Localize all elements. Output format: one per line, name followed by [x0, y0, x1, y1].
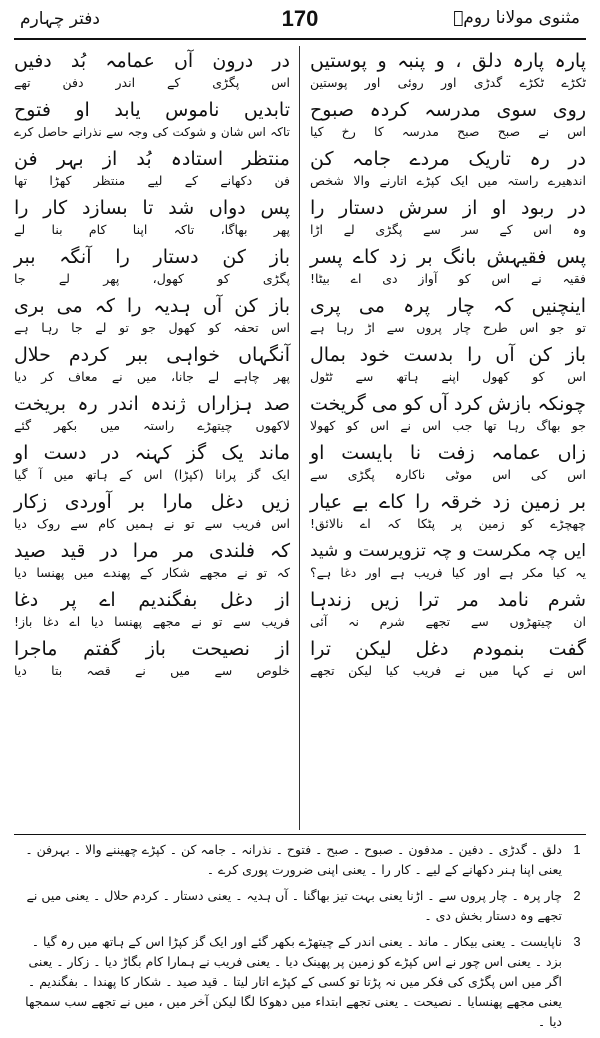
- couplet: [14, 340, 290, 389]
- translation-line: جو بھاگ رہا تھا جب اس نے اس کو کھولا: [310, 418, 586, 433]
- translation-line: تو جو اس طرح چار پروں سے اڑ رہا ہے: [310, 320, 586, 335]
- verse-line: منتظر استادہ بُد از بہر فن: [14, 148, 290, 170]
- couplet: [310, 46, 586, 95]
- verse-line: باز کن آں ہدیہ را کہ می بری: [14, 295, 290, 317]
- verse-line: شرم نامد مر ترا زیں زندہا: [310, 589, 586, 611]
- verse-line: در درون آں عمامہ بُد دفیں: [14, 50, 290, 72]
- couplet: [14, 291, 290, 340]
- couplet: [14, 144, 290, 193]
- translation-line: پھر بھاگا، تاکہ اپنا کام بنا لے: [14, 222, 290, 237]
- footnote: [14, 932, 586, 1032]
- translation-line: پھر چاہے لے جانا، میں نے معاف کر دیا: [14, 369, 290, 384]
- couplet: [310, 193, 586, 242]
- couplet: [14, 634, 290, 683]
- translation-line: فریب سے تو نے مجھے پھنسا دیا اے دغا باز!: [14, 614, 290, 629]
- couplet: [310, 95, 586, 144]
- book-title: مثنوی مولانا رومؒ: [453, 8, 580, 28]
- translation-line: اس کی اس موٹی ناکارہ پگڑی سے: [310, 467, 586, 482]
- couplet: [310, 291, 586, 340]
- verse-line: پارہ پارہ دلق ، و پنبہ و پوستیں: [310, 50, 586, 72]
- translation-line: اس تحفہ کو کھول جو تو لے جا رہا ہے: [14, 320, 290, 335]
- verse-line: پس دواں شد تا بسازد کار را: [14, 197, 290, 219]
- translation-line: لاکھوں چیتھڑے راستہ میں بکھر گئے: [14, 418, 290, 433]
- translation-line: اس فریب سے تو نے ہمیں کام سے روک دیا: [14, 516, 290, 531]
- couplet: [14, 536, 290, 585]
- verse-line: در ربود او از سرش دستار را: [310, 197, 586, 219]
- couplet: [310, 242, 586, 291]
- couplet: [310, 585, 586, 634]
- verse-line: آنگہاں خواہی ببر کردم حلال: [14, 344, 290, 366]
- couplet: [310, 340, 586, 389]
- translation-line: فقیہ نے اس کو آواز دی اے بیٹا!: [310, 271, 586, 286]
- verse-line: ایں چہ مکرست و چہ تزویرست و شید: [310, 541, 586, 561]
- translation-line: ان چیتھڑوں سے تجھے شرم نہ آئی: [310, 614, 586, 629]
- verse-line: از نصیحت باز گفتم ماجرا: [14, 638, 290, 660]
- couplet: [14, 487, 290, 536]
- verse-line: از دغل بفگندیم اے پر دغا: [14, 589, 290, 611]
- couplet: [14, 46, 290, 95]
- column-divider: [299, 46, 300, 830]
- couplet: [310, 634, 586, 683]
- translation-line: یہ کیا مکر ہے اور کیا فریب ہے اور دغا ہے؟: [310, 565, 586, 580]
- verse-line: باز کن آں را بدست خود بمال: [310, 344, 586, 366]
- translation-line: ٹکڑے ٹکڑے گدڑی اور روئی اور پوستین: [310, 75, 586, 90]
- footnote-number: 2: [573, 888, 581, 903]
- footnote: [14, 840, 586, 880]
- verse-line: اینچنیں کہ چار پرہ می پری: [310, 295, 586, 317]
- left-column: [14, 46, 290, 683]
- footnote-number: 1: [573, 842, 581, 857]
- footnote-text: ناپایست ۔ یعنی بیکار ۔ ماند ۔ یعنی اندر کے چیتھڑے بکھر گئے اور ایک گز کپڑا اس کے ہاتھ میں رہ گیا ۔ بزد ۔ یعنی اس چور نے اس کپڑے کو زمین پر پھینک دیا ۔ یعنی فریب نے ہمارا کام بگاڑ دیا ۔ زکار ۔ یعنی اگر میں اس پگڑی کی فکر میں نہ پڑتا تو کسی کے کپڑے اتار لیتا ۔ قید صید ۔ شکار کا پھندا ۔ بفگندیم ۔ یعنی مجھے پھنسایا ۔ نصیحت ۔ یعنی تجھے ابتداء میں دھوکا لگا لیکن آخر میں ، میں نے تجھے سب سمجھا دیا ۔: [25, 934, 562, 1029]
- translation-line: ایک گز پرانا (کپڑا) اس کے ہاتھ میں آ گیا: [14, 467, 290, 482]
- translation-line: چھچڑے کو زمین پر پٹکا کہ اے نالائق!: [310, 516, 586, 531]
- verse-line: زیں دغل مارا بر آوردی زکار: [14, 491, 290, 513]
- page-number: 170: [281, 6, 319, 31]
- footnote: [14, 886, 586, 926]
- right-column: [310, 46, 586, 683]
- verse-line: چونکہ بازش کرد آں کو می گریخت: [310, 393, 586, 415]
- verse-line: ماند یک گز کہنہ در دست او: [14, 442, 290, 464]
- verse-line: بر زمین زد خرقہ را کاے بے عیار: [310, 491, 586, 513]
- footnote-text: چار پرہ ۔ چار پروں سے ۔ اڑنا یعنی بہت تیز بھاگنا ۔ آں ہدیہ ۔ یعنی دستار ۔ کردم حلال ۔ یعنی میں نے تجھے وہ دستار بخش دی ۔: [26, 888, 562, 923]
- verse-line: باز کن دستار را آنگہ ببر: [14, 246, 290, 268]
- section-title: دفتر چہارم: [20, 9, 100, 29]
- translation-line: اس کو کھول اپنے ہاتھ سے ٹٹول: [310, 369, 586, 384]
- footnote-number: 3: [573, 934, 581, 949]
- translation-line: تاکہ اس شان و شوکت کی وجہ سے نذرانے حاصل کرے: [14, 125, 290, 139]
- translation-line: کہ تو نے مجھے شکار کے پھندے میں پھنسا دیا: [14, 565, 290, 580]
- translation-line: اندھیرے راستہ میں ایک کپڑے اتارنے والا شخص: [310, 173, 586, 188]
- verse-line: تابدیں ناموس یابد او فتوح: [14, 99, 290, 121]
- translation-line: خلوص سے میں نے قصہ بتا دیا: [14, 663, 290, 678]
- verse-line: گفت بنمودم دغل لیکن ترا: [310, 638, 586, 660]
- header-rule: [14, 38, 586, 40]
- couplet: [14, 242, 290, 291]
- couplet: [310, 389, 586, 438]
- couplet: [14, 193, 290, 242]
- page-header: [14, 4, 586, 38]
- couplet: [310, 487, 586, 536]
- couplet: [14, 438, 290, 487]
- verse-line: روی سوی مدرسہ کردہ صبوح: [310, 99, 586, 121]
- translation-line: اس نے صبح صبح مدرسہ کا رخ کیا: [310, 124, 586, 139]
- translation-line: فن دکھانے کے لیے منتظر کھڑا تھا: [14, 173, 290, 188]
- couplet: [14, 95, 290, 144]
- translation-line: اس پگڑی کے اندر دفن تھے: [14, 75, 290, 90]
- couplet: [310, 144, 586, 193]
- footnote-text: دلق ۔ گدڑی ۔ دفین ۔ مدفون ۔ صبوح ۔ صبح ۔ فتوح ۔ نذرانہ ۔ جامہ کن ۔ کپڑے چھیننے والا ۔ بہرفن ۔ یعنی اپنا ہنر دکھانے کے لیے ۔ کار را ۔ یعنی اپنی ضرورت پوری کرے ۔: [25, 842, 562, 877]
- couplet: [310, 536, 586, 585]
- verse-line: در رہ تاریک مردے جامہ کن: [310, 148, 586, 170]
- couplet: [14, 585, 290, 634]
- verse-line: پس فقیہش بانگ بر زد کاے پسر: [310, 246, 586, 268]
- translation-line: پگڑی کو کھول، پھر لے جا: [14, 271, 290, 286]
- translation-line: وہ اس کے سر سے پگڑی لے اڑا: [310, 222, 586, 237]
- verse-line: کہ فلندی مر مرا در قید صید: [14, 540, 290, 562]
- footnote-rule: [14, 834, 586, 835]
- couplet: [14, 389, 290, 438]
- verse-line: صد ہزاراں ژندہ اندر رہ بریخت: [14, 393, 290, 415]
- verse-line: زاں عمامہ زفت نا بایست او: [310, 442, 586, 464]
- footnotes: [14, 840, 586, 1038]
- translation-line: اس نے کہا میں نے فریب کیا لیکن تجھے: [310, 663, 586, 678]
- couplet: [310, 438, 586, 487]
